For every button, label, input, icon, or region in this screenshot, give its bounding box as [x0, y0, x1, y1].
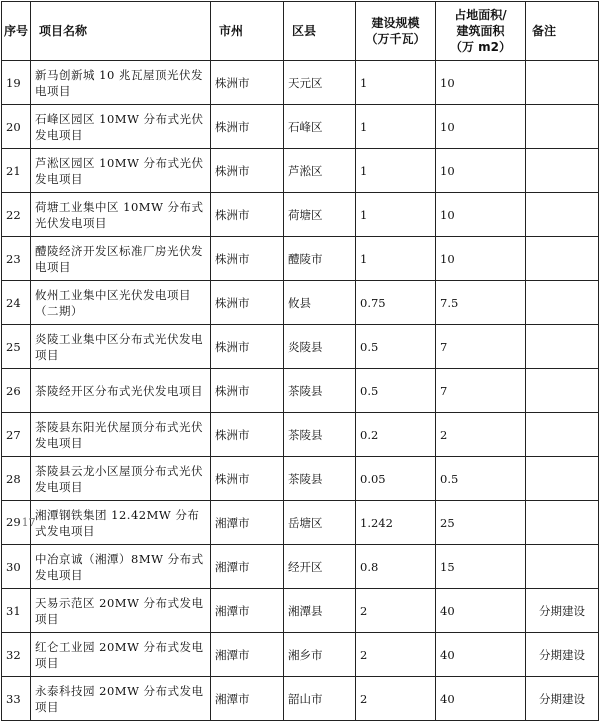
row-seq-text: 32	[6, 647, 21, 662]
row-area-text: 10	[440, 119, 455, 134]
table-row	[2, 61, 599, 105]
row-city	[211, 457, 284, 501]
row-area-text: 25	[440, 515, 455, 530]
row-county-text: 炎陵县	[288, 339, 323, 354]
row-project-name-text: 醴陵经济开发区标准厂房光伏发电项目	[35, 243, 203, 274]
row-seq	[2, 501, 36, 545]
row-city-text: 株洲市	[215, 119, 250, 134]
row-area-text: 10	[440, 75, 455, 90]
table-row	[2, 193, 599, 237]
row-seq-text: 31	[6, 603, 21, 618]
row-city-text: 株洲市	[215, 471, 250, 486]
row-city	[211, 193, 284, 237]
row-scale-text: 0.8	[360, 559, 379, 574]
row-note	[526, 325, 599, 369]
row-area-text: 10	[440, 207, 455, 222]
row-seq	[2, 105, 31, 149]
row-note-text: 分期建设	[539, 647, 585, 662]
header-row	[2, 2, 599, 61]
header-area-line1: 占地面积/	[454, 8, 507, 22]
row-city	[211, 633, 284, 677]
row-county	[284, 193, 356, 237]
row-city	[211, 281, 284, 325]
row-seq	[2, 633, 31, 677]
row-county-text: 韶山市	[288, 691, 323, 706]
header-city: 市州	[211, 2, 284, 61]
header-seq: 序号	[2, 2, 31, 61]
row-scale	[356, 369, 436, 413]
row-county	[284, 237, 356, 281]
row-city	[211, 589, 284, 633]
row-seq-text: 30	[6, 559, 21, 574]
row-project-name	[31, 545, 211, 589]
row-note	[526, 545, 599, 589]
row-note-text: 分期建设	[539, 691, 585, 706]
row-project-name-text: 红仑工业园 20MW 分布式发电项目	[35, 639, 204, 670]
row-county-text: 经开区	[288, 559, 323, 574]
row-county	[284, 501, 356, 545]
row-scale	[356, 633, 436, 677]
project-table	[1, 1, 599, 721]
row-scale	[356, 281, 436, 325]
row-area	[436, 413, 526, 457]
row-project-name	[31, 369, 211, 413]
table-row	[2, 369, 599, 413]
row-area	[436, 369, 526, 413]
row-seq	[2, 589, 31, 633]
row-area	[436, 193, 526, 237]
row-area	[436, 457, 526, 501]
row-county	[284, 633, 356, 677]
row-note	[526, 677, 599, 721]
row-project-name-text: 天易示范区 20MW 分布式发电项目	[35, 595, 204, 626]
row-scale-text: 1	[360, 119, 368, 134]
row-area	[436, 545, 526, 589]
header-scale-line1: 建设规模	[371, 16, 420, 30]
row-city	[211, 105, 284, 149]
row-seq-text: 27	[6, 427, 21, 442]
row-seq-text: 24	[6, 295, 21, 310]
row-note-text: 分期建设	[539, 603, 585, 618]
row-county	[284, 369, 356, 413]
row-city-text: 株洲市	[215, 163, 250, 178]
row-note	[526, 501, 599, 545]
row-city	[211, 545, 284, 589]
row-scale-text: 0.2	[360, 427, 379, 442]
row-area-text: 40	[440, 691, 455, 706]
table-row	[2, 149, 599, 193]
row-area-text: 0.5	[440, 471, 459, 486]
row-note	[526, 61, 599, 105]
row-seq-text: 23	[6, 251, 21, 266]
row-county-text: 岳塘区	[288, 515, 323, 530]
row-project-name-text: 中冶京诚（湘潭）8MW 分布式发电项目	[35, 551, 204, 582]
row-county	[284, 413, 356, 457]
header-scale	[356, 2, 436, 61]
row-project-name-text: 茶陵经开区分布式光伏发电项目	[35, 383, 203, 398]
row-project-name-text: 攸州工业集中区光伏发电项目（二期）	[35, 287, 191, 318]
row-city	[211, 413, 284, 457]
row-area-text: 7.5	[440, 295, 459, 310]
row-project-name-text: 湘潭钢铁集团 12.42MW 分布式发电项目	[35, 507, 200, 538]
row-scale-text: 2	[360, 603, 368, 618]
row-seq	[2, 413, 31, 457]
row-seq	[2, 281, 31, 325]
row-note	[526, 633, 599, 677]
row-scale-text: 2	[360, 647, 368, 662]
row-scale-text: 0.5	[360, 383, 379, 398]
table-row	[2, 457, 599, 501]
row-seq-text: 22	[6, 207, 21, 222]
row-note	[526, 105, 599, 149]
row-scale-text: 1.242	[360, 515, 393, 530]
row-project-name	[31, 501, 211, 545]
row-project-name-text: 炎陵工业集中区分布式光伏发电项目	[35, 331, 203, 362]
row-city-text: 株洲市	[215, 251, 250, 266]
row-county	[284, 105, 356, 149]
table-row	[2, 237, 599, 281]
row-seq	[2, 149, 31, 193]
row-seq	[2, 545, 31, 589]
header-area-line3: （万 m2）	[449, 40, 512, 54]
row-area-text: 10	[440, 251, 455, 266]
row-project-name	[31, 281, 211, 325]
row-county	[284, 457, 356, 501]
row-seq	[2, 369, 31, 413]
row-seq	[2, 677, 31, 721]
row-scale	[356, 193, 436, 237]
row-note	[526, 237, 599, 281]
row-seq-text: 20	[6, 119, 21, 134]
row-area	[436, 325, 526, 369]
row-county	[284, 149, 356, 193]
row-city-text: 株洲市	[215, 427, 250, 442]
row-city	[211, 149, 284, 193]
row-seq	[2, 325, 31, 369]
header-area-line2: 建筑面积	[456, 24, 505, 38]
row-seq-text: 29	[6, 515, 21, 529]
row-county-text: 天元区	[288, 75, 323, 90]
row-area-text: 10	[440, 163, 455, 178]
row-seq-text: 21	[6, 163, 21, 178]
row-scale-text: 0.75	[360, 295, 386, 310]
row-seq	[2, 61, 31, 105]
row-county	[284, 545, 356, 589]
table-row	[2, 501, 599, 545]
row-project-name	[31, 149, 211, 193]
row-area	[436, 237, 526, 281]
row-city-text: 湘潭市	[215, 603, 250, 618]
row-project-name-text: 芦淞区园区 10MW 分布式光伏发电项目	[35, 155, 204, 186]
row-city-text: 株洲市	[215, 295, 250, 310]
row-area-text: 7	[440, 339, 448, 354]
row-project-name	[31, 677, 211, 721]
row-note	[526, 413, 599, 457]
table-row	[2, 281, 599, 325]
row-note	[526, 193, 599, 237]
row-project-name	[31, 61, 211, 105]
row-scale	[356, 413, 436, 457]
row-seq	[2, 237, 31, 281]
row-note	[526, 149, 599, 193]
row-project-name-text: 荷塘工业集中区 10MW 分布式光伏发电项目	[35, 199, 204, 230]
row-scale	[356, 325, 436, 369]
row-county-text: 茶陵县	[288, 383, 323, 398]
row-scale-text: 1	[360, 251, 368, 266]
row-project-name-text: 石峰区园区 10MW 分布式光伏发电项目	[35, 111, 204, 142]
row-county	[284, 589, 356, 633]
row-city-text: 湘潭市	[215, 647, 250, 662]
row-scale	[356, 237, 436, 281]
row-area	[436, 633, 526, 677]
row-county-text: 醴陵市	[288, 251, 323, 266]
table-row	[2, 589, 599, 633]
row-area-text: 40	[440, 647, 455, 662]
row-city	[211, 237, 284, 281]
row-county-text: 攸县	[288, 295, 311, 310]
table-row	[2, 677, 599, 721]
row-county-text: 荷塘区	[288, 207, 323, 222]
row-area	[436, 589, 526, 633]
table-row	[2, 413, 599, 457]
row-scale	[356, 457, 436, 501]
table-row	[2, 325, 599, 369]
row-project-name	[31, 457, 211, 501]
row-scale	[356, 61, 436, 105]
row-project-name	[31, 105, 211, 149]
row-city-text: 湘潭市	[215, 691, 250, 706]
row-city-text: 株洲市	[215, 207, 250, 222]
row-project-name	[31, 237, 211, 281]
row-area	[436, 677, 526, 721]
row-seq-text: 28	[6, 471, 21, 486]
page-marker: 17	[21, 516, 36, 529]
row-county-text: 茶陵县	[288, 471, 323, 486]
row-area	[436, 149, 526, 193]
row-county	[284, 281, 356, 325]
row-project-name-text: 永泰科技园 20MW 分布式发电项目	[35, 683, 204, 714]
row-seq-text: 26	[6, 383, 21, 398]
row-city	[211, 501, 284, 545]
row-city	[211, 369, 284, 413]
row-county	[284, 325, 356, 369]
row-scale	[356, 589, 436, 633]
row-county	[284, 677, 356, 721]
header-name: 项目名称	[31, 2, 211, 61]
row-city	[211, 677, 284, 721]
row-area	[436, 105, 526, 149]
row-scale	[356, 501, 436, 545]
row-area	[436, 501, 526, 545]
row-county-text: 茶陵县	[288, 427, 323, 442]
row-project-name-text: 新马创新城 10 兆瓦屋顶光伏发电项目	[35, 67, 203, 98]
row-note	[526, 589, 599, 633]
row-project-name	[31, 633, 211, 677]
table-body	[2, 61, 599, 721]
row-county-text: 湘乡市	[288, 647, 323, 662]
row-city	[211, 325, 284, 369]
row-area	[436, 281, 526, 325]
row-county	[284, 61, 356, 105]
row-area-text: 2	[440, 427, 448, 442]
row-project-name	[31, 413, 211, 457]
row-seq-text: 19	[6, 75, 21, 90]
row-project-name	[31, 325, 211, 369]
row-scale-text: 1	[360, 163, 368, 178]
row-seq	[2, 193, 31, 237]
row-area-text: 7	[440, 383, 448, 398]
row-city-text: 株洲市	[215, 75, 250, 90]
row-scale	[356, 677, 436, 721]
header-area	[436, 2, 526, 61]
row-note	[526, 281, 599, 325]
row-city-text: 株洲市	[215, 339, 250, 354]
row-seq	[2, 457, 31, 501]
table-row	[2, 545, 599, 589]
row-project-name	[31, 589, 211, 633]
row-scale	[356, 105, 436, 149]
row-note	[526, 369, 599, 413]
row-seq-text: 25	[6, 339, 21, 354]
row-area	[436, 61, 526, 105]
row-city-text: 湘潭市	[215, 559, 250, 574]
row-city	[211, 61, 284, 105]
row-project-name-text: 茶陵县云龙小区屋顶分布式光伏发电项目	[35, 463, 203, 494]
row-county-text: 芦淞区	[288, 163, 323, 178]
row-note	[526, 457, 599, 501]
row-city-text: 湘潭市	[215, 515, 250, 530]
header-note: 备注	[526, 2, 599, 61]
row-seq-text: 33	[6, 691, 21, 706]
row-scale	[356, 149, 436, 193]
row-scale-text: 1	[360, 207, 368, 222]
row-scale	[356, 545, 436, 589]
row-area-text: 40	[440, 603, 455, 618]
table-row	[2, 105, 599, 149]
header-scale-line2: （万千瓦）	[365, 32, 426, 46]
row-scale-text: 1	[360, 75, 368, 90]
row-scale-text: 2	[360, 691, 368, 706]
row-scale-text: 0.5	[360, 339, 379, 354]
row-county-text: 石峰区	[288, 119, 323, 134]
row-area-text: 15	[440, 559, 455, 574]
row-city-text: 株洲市	[215, 383, 250, 398]
header-county: 区县	[284, 2, 356, 61]
row-project-name	[31, 193, 211, 237]
row-scale-text: 0.05	[360, 471, 386, 486]
row-project-name-text: 茶陵县东阳光伏屋顶分布式光伏发电项目	[35, 419, 203, 450]
row-county-text: 湘潭县	[288, 603, 323, 618]
table-row	[2, 633, 599, 677]
